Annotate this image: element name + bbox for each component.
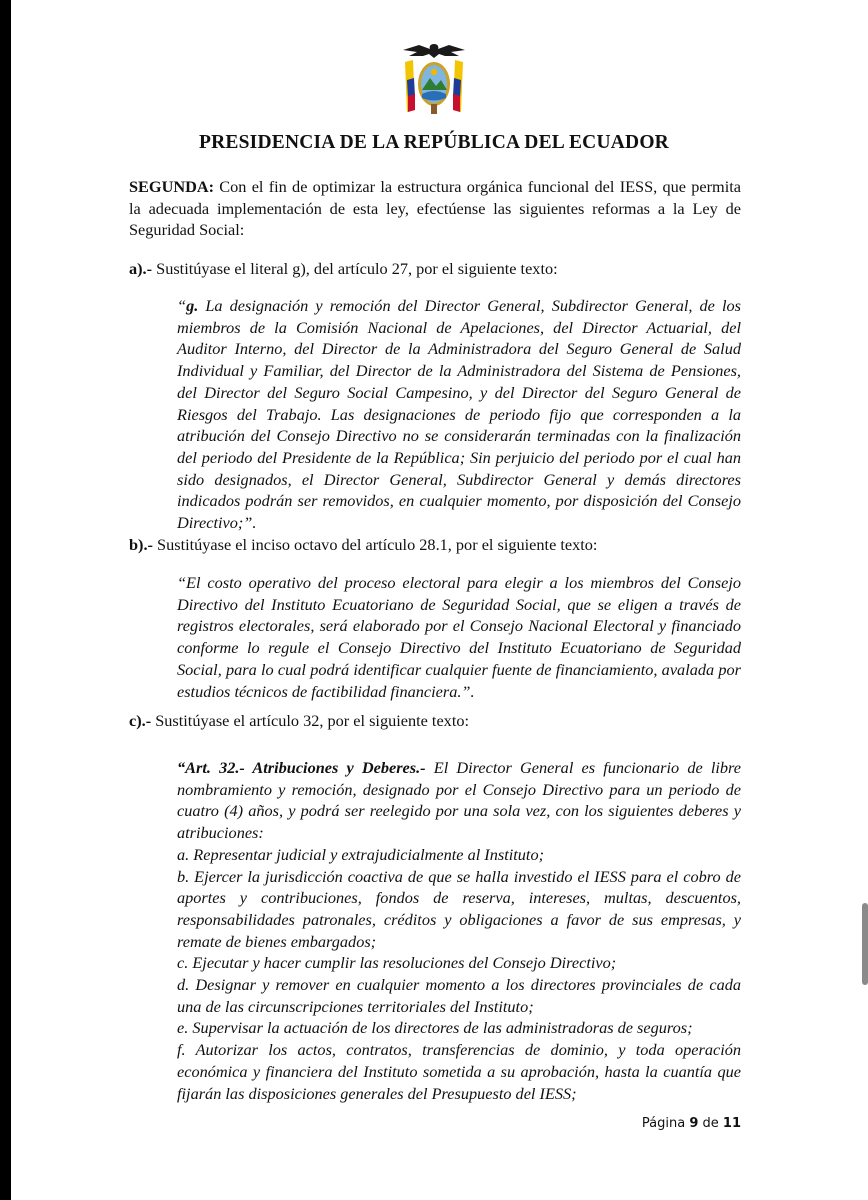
- of-word: de: [702, 1116, 719, 1131]
- article-32-paragraph: [177, 757, 741, 844]
- list-item: d. Designar y remover en cualquier momento a los directores provinciales de cada una de las circunscripciones territoriales del Instituto;: [177, 975, 741, 1016]
- segunda-paragraph: [129, 176, 741, 241]
- literal-a-text: Sustitúyase el literal g), del artículo 27, por el siguiente texto:: [152, 259, 558, 278]
- literal-b-quote-text: “El costo operativo del proceso electoral para elegir a los miembros del Consejo Directivo del Instituto Ecuatoriano de Seguridad Social, que se eligen a través de registros electorales, será elaborado por el Consejo Nacional Electoral y financiado conforme lo regule el Consejo Directivo del Instituto Ecuatoriano de Seguridad Social, para lo cual podrá identificar cualquier fuente de financiamiento, avalada por estudios técnicos de factibilidad financiera.”.: [177, 573, 741, 701]
- literal-a-intro: [129, 258, 741, 280]
- page-title: PRESIDENCIA DE LA REPÚBLICA DEL ECUADOR: [199, 132, 669, 153]
- literal-a-label: a).-: [129, 259, 153, 278]
- total-pages: 11: [722, 1116, 741, 1131]
- literal-c-intro: [129, 710, 741, 732]
- literal-b-text: Sustitúyase el inciso octavo del artículo 28.1, por el siguiente texto:: [152, 535, 598, 554]
- list-item: b. Ejercer la jurisdicción coactiva de que se halla investido el IESS para el cobro de aportes y contribuciones, fondos de reserva, intereses, multas, descuentos, responsabilidades patronales, créditos y obligaciones a favor de sus empresas, y remate de bienes embargados;: [177, 866, 741, 951]
- literal-b-quote: [177, 572, 741, 702]
- literal-c-text: Sustitúyase el artículo 32, por el siguiente texto:: [151, 711, 470, 730]
- list-item: f. Autorizar los actos, contratos, transferencias de dominio, y toda operación económica y financiera del Instituto sometida a su aprobación, hasta la cuantía que fijarán las disposiciones generales del Presupuesto del IESS;: [177, 1040, 741, 1103]
- literal-a-quote: [177, 295, 741, 534]
- list-item: a. Representar judicial y extrajudicialmente al Instituto;: [177, 844, 545, 864]
- list-item: c. Ejecutar y hacer cumplir las resoluciones del Consejo Directivo;: [177, 953, 617, 973]
- list-item: e. Supervisar la actuación de los directores de las administradoras de seguros;: [177, 1018, 693, 1038]
- literal-c-quote: [177, 757, 741, 1104]
- quote-open: “: [177, 296, 187, 315]
- article-32-text: El Director General es funcionario de libre nombramiento y remoción, designado por el Consejo Directivo para un periodo de cuatro (4) años, y podrá ser reelegido por una sola vez, con los siguientes deberes y atribuciones:: [177, 758, 741, 843]
- coat-of-arms-icon: [399, 40, 469, 118]
- article-32-title: “Art. 32.- Atribuciones y Deberes.-: [177, 758, 426, 777]
- page-number: 9: [689, 1116, 699, 1131]
- literal-b-intro: [129, 534, 741, 556]
- literal-a-quote-bold: g.: [186, 296, 199, 315]
- page-word: Página: [641, 1116, 686, 1131]
- literal-c-label: c).-: [129, 711, 152, 730]
- literal-b-label: b).-: [129, 535, 153, 554]
- segunda-label: SEGUNDA:: [129, 177, 215, 196]
- literal-a-quote-text: La designación y remoción del Director General, Subdirector General, de los miembros de la Comisión Nacional de Apelaciones, del Director Actuarial, del Auditor Interno, del Director de la Administradora del Seguro General de Salud Individual y Familiar, del Director de la Administradora del Sistema de Pensiones, del Director del Seguro Social Campesino, y del Director del Seguro General de Riesgos del Trabajo. Las designaciones de periodo fijo que corresponden a la atribución del Consejo Directivo no se considerarán terminadas con la finalización del periodo del Presidente de la República; Sin perjuicio del periodo por el cual han sido designados, el Director General, Subdirector General y demás directores indicados podrán ser removidos, en cualquier momento, por disposición del Consejo Directivo;”.: [177, 296, 741, 533]
- segunda-text: Con el fin de optimizar la estructura orgánica funcional del IESS, que permita la adecuada implementación de esta ley, efectúense las siguientes reformas a la Ley de Seguridad Social:: [129, 177, 741, 240]
- page-number-footer: [642, 1116, 741, 1131]
- scrollbar-thumb[interactable]: [862, 903, 868, 985]
